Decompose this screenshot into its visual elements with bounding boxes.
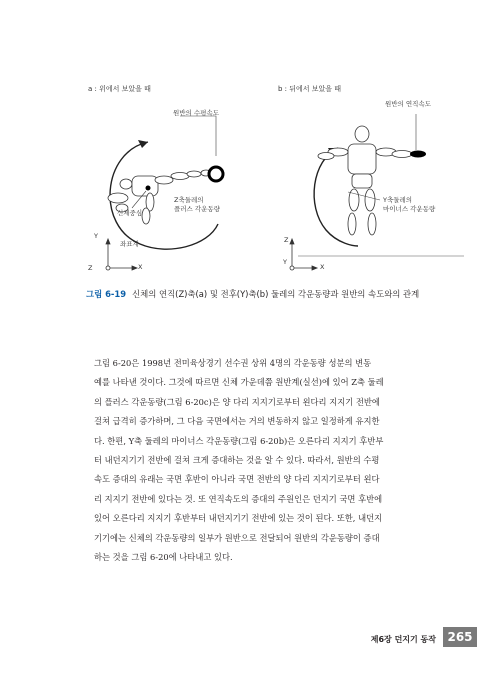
body-paragraph: 그림 6-20은 1998년 전미육상경기 선수권 상위 4명의 각운동량 성분의 변동 예를 나타낸 것이다. 그것에 따르면 신체 가운데쯤 원반계(실선)에 있어 Z축 둘레 의 플러스 각운동량(그림 6-20c)은 양 다리 지지기로부터 왼다리 지지기 전반에 걸쳐 급격히 증가하며, 그 다음 국면에서는 거의 변동하지 않고 일정하게 유지한 다. 한편, Y축 둘레의 마이너스 각운동량(그림 6-20b)은 오른다리 지지기 후반부 터 내던지기기 전반에 걸쳐 크게 증대하는 것을 알 수 있다. 따라서, 원반의 수평 속도 증대의 유래는 국면 후반이 아니라 국면 전반의 양 다리 지지기로부터 왼다 리 지지기 전반에 있다는 것. 또 연직속도의 증대의 주원인은 던지기 국면 후반에 있어 오른다리 지지기 후반부터 내던지기기 전반에 있는 것이 된다. 또한, 내던지 기기에는 신체의 각운동량의 일부가 원반으로 전달되어 원반의 각운동량이 증대 하는 것을 그림 6-20에 나타내고 있다. (94, 358, 384, 563)
disc-a (209, 167, 223, 181)
axis-x-label-a: X (138, 263, 143, 271)
axis-z-label-b: Z (284, 236, 289, 244)
disc-b (410, 151, 426, 158)
disc-vertical-velocity-label: 원반의 연직속도 (385, 100, 432, 108)
axis-z-label-a: Z (88, 264, 93, 272)
center-of-mass-marker (146, 186, 151, 191)
y-momentum-label-line2: 마이너스 각운동량 (383, 205, 436, 213)
coord-system-label: 좌표계 (120, 240, 139, 248)
axis-y-label-a: Y (94, 232, 98, 240)
axis-y-label-b: Y (283, 258, 287, 266)
center-of-mass-label: 신체중심 (117, 209, 143, 217)
panel-a-illustration (88, 96, 288, 276)
panel-a-label: a : 위에서 보았을 때 (88, 85, 151, 93)
footer-chapter-title: 제6장 던지기 동작 (370, 635, 436, 644)
figure-caption (86, 287, 426, 302)
coord-axes-b (290, 239, 317, 270)
caption-number: 그림 6-19 (86, 289, 127, 299)
panel-b-label: b : 뒤에서 보았을 때 (278, 85, 342, 93)
z-momentum-label-line2: 플러스 각운동량 (174, 205, 221, 213)
figure-body-b (318, 126, 412, 235)
ball-pointer-line-a (180, 116, 216, 156)
panel-b-illustration (278, 96, 478, 276)
page-number: 265 (443, 627, 477, 647)
y-momentum-label-line1: Y축둘레의 (383, 196, 413, 204)
disc-horizontal-velocity-label: 원반의 수평속도 (173, 109, 220, 117)
z-momentum-label-line1: Z축둘레의 (174, 196, 204, 204)
caption-title: 신체의 연직(Z)축(a) 및 전후(Y)축(b) 둘레의 각운동량과 원반의 속도와의 관계 (132, 289, 420, 299)
axis-x-label-b: X (320, 263, 325, 271)
